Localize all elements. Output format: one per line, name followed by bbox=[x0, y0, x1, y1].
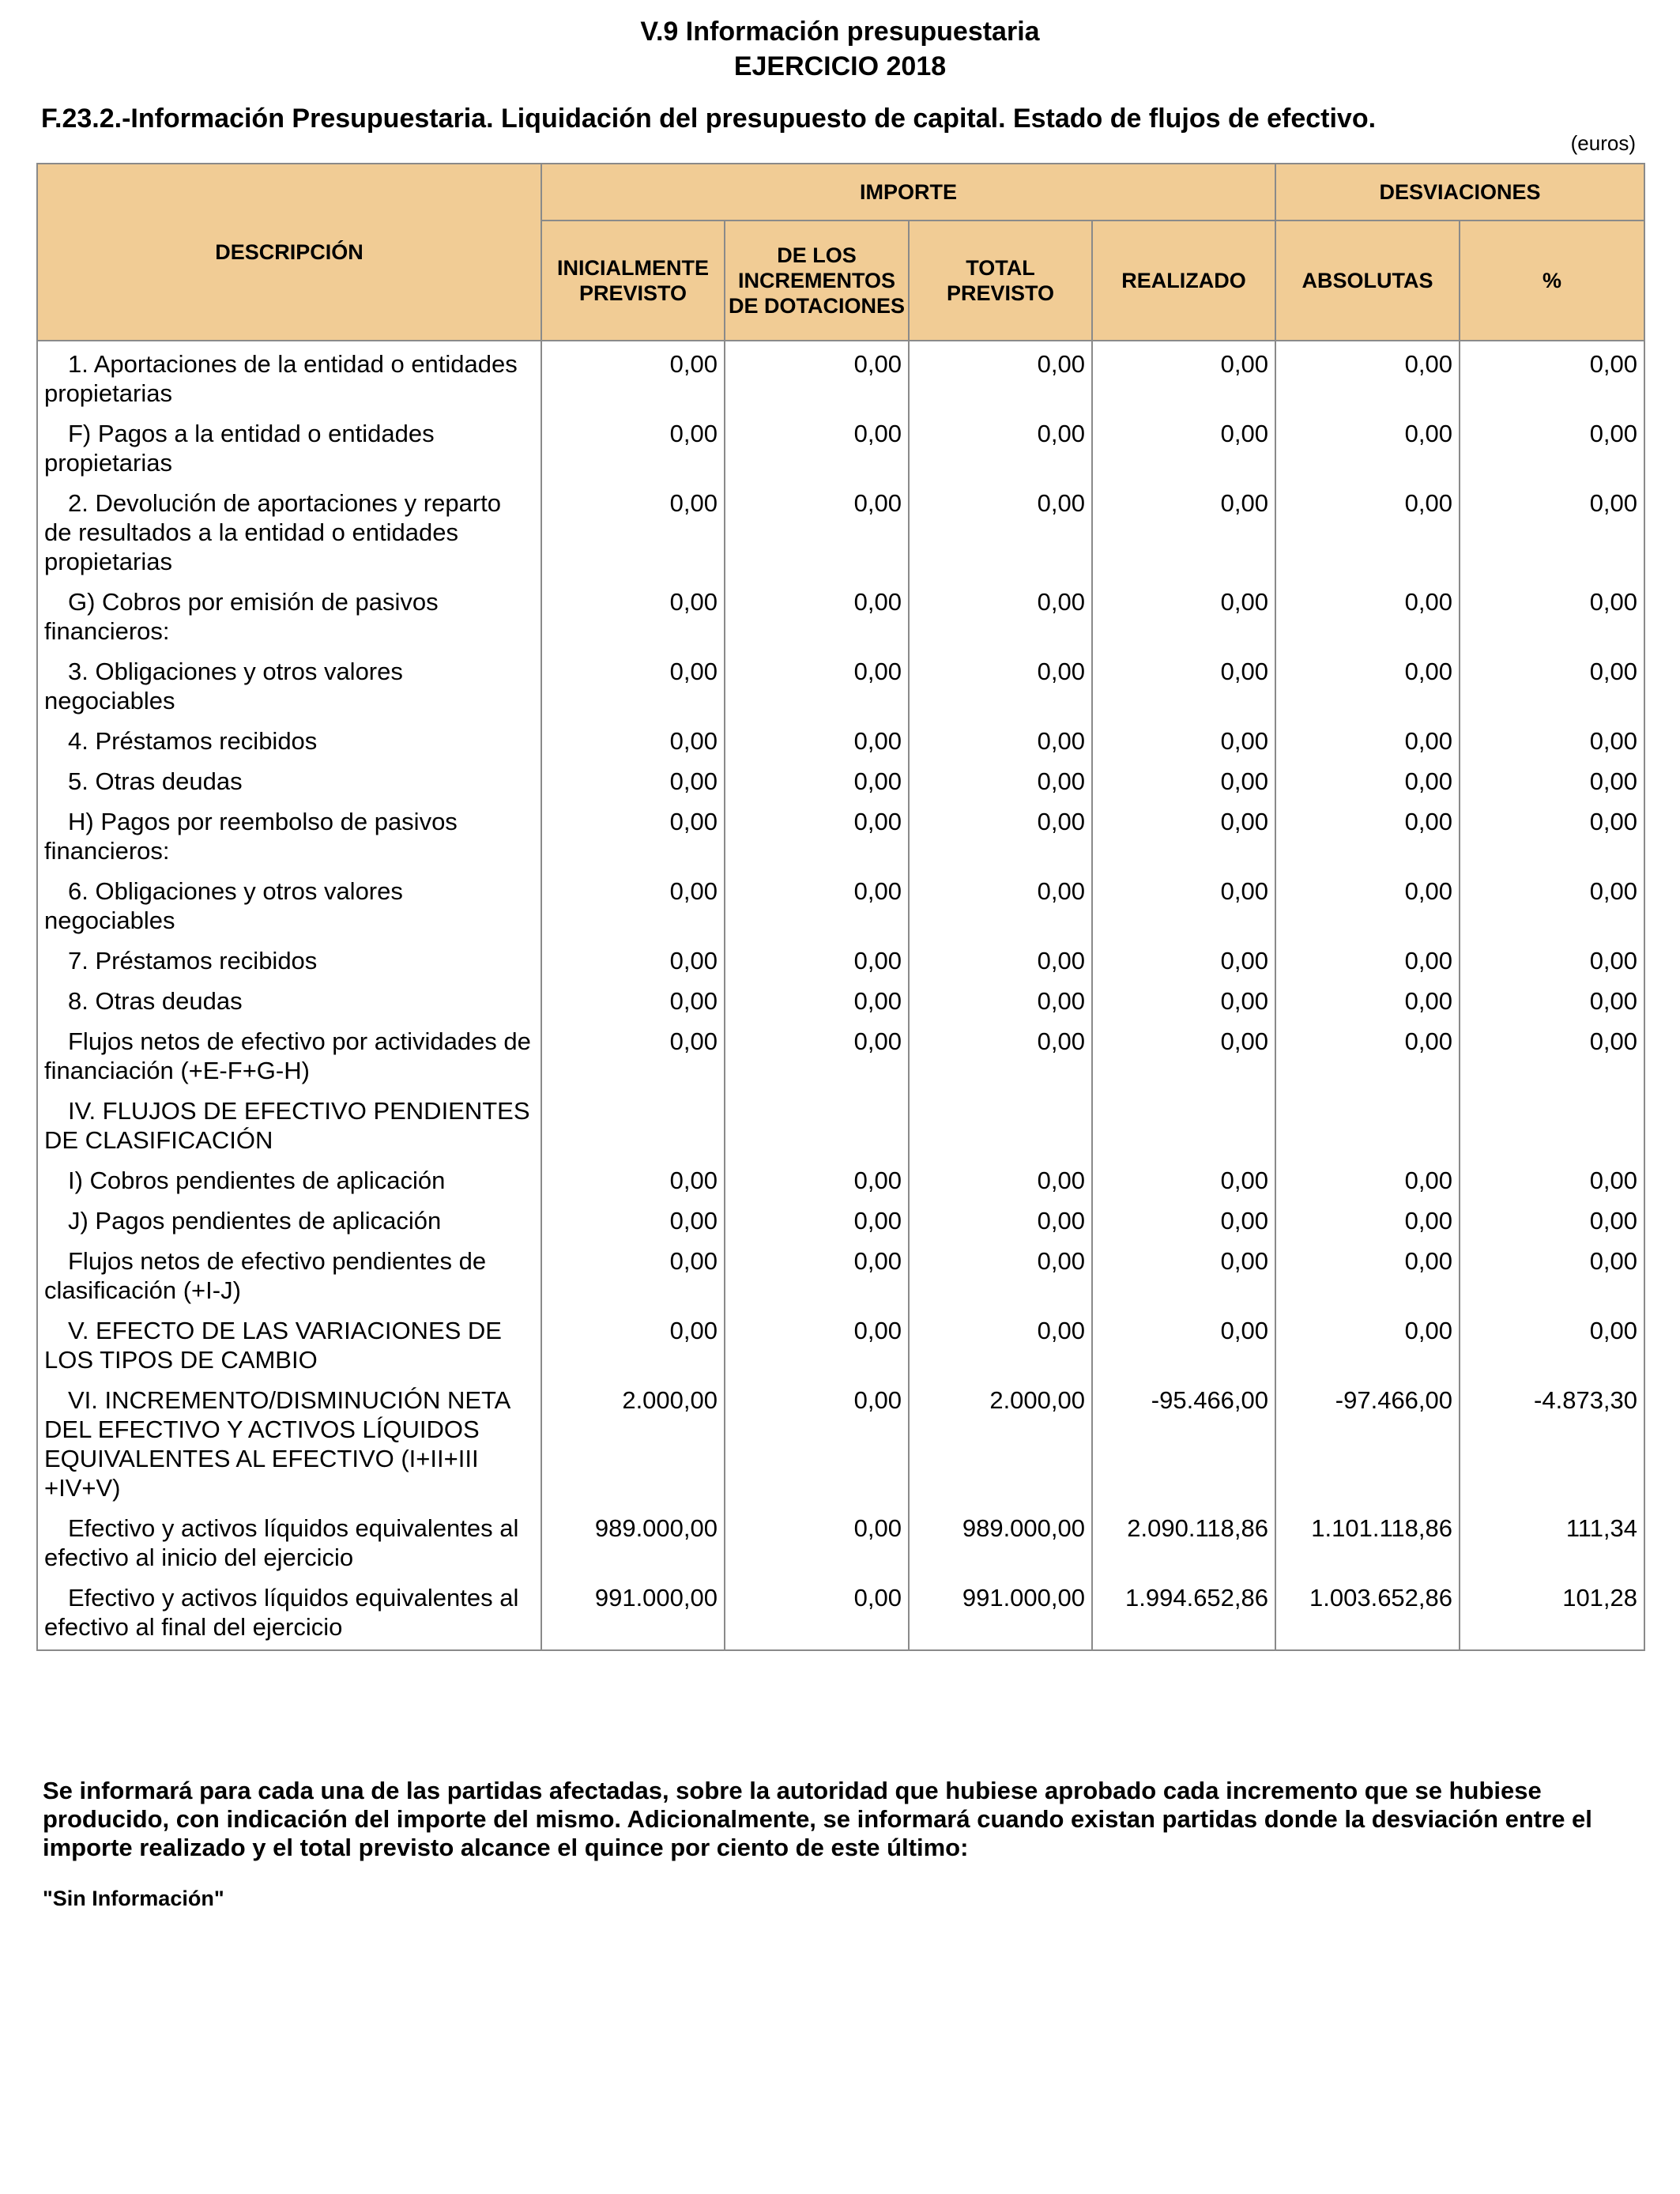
row-value: 111,34 bbox=[1460, 1509, 1644, 1578]
row-value: 0,00 bbox=[541, 1022, 725, 1091]
row-value: 0,00 bbox=[909, 1022, 1092, 1091]
row-value: 0,00 bbox=[1275, 941, 1460, 982]
row-value: 0,00 bbox=[1092, 872, 1275, 941]
row-value: 0,00 bbox=[541, 722, 725, 762]
row-value: 0,00 bbox=[541, 484, 725, 582]
row-value: 989.000,00 bbox=[541, 1509, 725, 1578]
row-description: Efectivo y activos líquidos equivalentes al efectivo al final del ejercicio bbox=[37, 1578, 541, 1650]
row-value: 0,00 bbox=[725, 872, 909, 941]
row-value: 1.101.118,86 bbox=[1275, 1509, 1460, 1578]
row-value: 0,00 bbox=[1460, 484, 1644, 582]
row-value: 0,00 bbox=[725, 941, 909, 982]
row-value: 0,00 bbox=[1092, 341, 1275, 414]
row-description: 4. Préstamos recibidos bbox=[37, 722, 541, 762]
table-row bbox=[37, 1022, 1644, 1091]
row-value: 0,00 bbox=[1460, 341, 1644, 414]
row-value bbox=[1460, 1091, 1644, 1161]
table-row bbox=[37, 872, 1644, 941]
table-row bbox=[37, 652, 1644, 722]
row-value: 0,00 bbox=[1092, 1022, 1275, 1091]
table-row bbox=[37, 802, 1644, 872]
row-value: 0,00 bbox=[909, 941, 1092, 982]
header-importe: IMPORTE bbox=[541, 164, 1275, 221]
row-value: 0,00 bbox=[1275, 414, 1460, 484]
row-value: 0,00 bbox=[909, 802, 1092, 872]
row-value: 0,00 bbox=[725, 484, 909, 582]
row-value: 0,00 bbox=[1275, 582, 1460, 652]
row-value: 0,00 bbox=[909, 1311, 1092, 1381]
row-value: 2.000,00 bbox=[909, 1381, 1092, 1509]
row-value: 0,00 bbox=[909, 982, 1092, 1022]
header-descripcion: DESCRIPCIÓN bbox=[37, 164, 541, 341]
row-value: 0,00 bbox=[725, 652, 909, 722]
row-description: V. EFECTO DE LAS VARIACIONES DE LOS TIPOS DE CAMBIO bbox=[37, 1311, 541, 1381]
row-value: 0,00 bbox=[1460, 722, 1644, 762]
row-value: 0,00 bbox=[1092, 941, 1275, 982]
row-value: 0,00 bbox=[541, 872, 725, 941]
row-value: 0,00 bbox=[725, 1311, 909, 1381]
row-value bbox=[909, 1091, 1092, 1161]
row-value: 0,00 bbox=[1092, 722, 1275, 762]
row-value: 0,00 bbox=[541, 1242, 725, 1311]
row-value: 0,00 bbox=[725, 1022, 909, 1091]
row-value: 0,00 bbox=[1092, 762, 1275, 802]
row-value: 0,00 bbox=[725, 1381, 909, 1509]
row-description: F) Pagos a la entidad o entidades propietarias bbox=[37, 414, 541, 484]
row-value: 0,00 bbox=[909, 762, 1092, 802]
page-title bbox=[0, 14, 1680, 84]
row-value: 0,00 bbox=[541, 802, 725, 872]
row-value: 0,00 bbox=[1275, 722, 1460, 762]
row-value: 0,00 bbox=[725, 414, 909, 484]
row-value: 0,00 bbox=[725, 1578, 909, 1650]
row-value: 0,00 bbox=[541, 982, 725, 1022]
row-value: 0,00 bbox=[1092, 652, 1275, 722]
row-value bbox=[725, 1091, 909, 1161]
row-value: 0,00 bbox=[1275, 802, 1460, 872]
row-value: 0,00 bbox=[1460, 652, 1644, 722]
row-value: 991.000,00 bbox=[541, 1578, 725, 1650]
row-description: IV. FLUJOS DE EFECTIVO PENDIENTES DE CLASIFICACIÓN bbox=[37, 1091, 541, 1161]
row-value: 0,00 bbox=[1460, 1022, 1644, 1091]
row-value: 0,00 bbox=[909, 582, 1092, 652]
row-description: J) Pagos pendientes de aplicación bbox=[37, 1201, 541, 1242]
header-total-previsto: TOTAL PREVISTO bbox=[909, 221, 1092, 341]
row-description: G) Cobros por emisión de pasivos financieros: bbox=[37, 582, 541, 652]
row-value: 0,00 bbox=[1275, 341, 1460, 414]
table-row bbox=[37, 1311, 1644, 1381]
header-porcentaje: % bbox=[1460, 221, 1644, 341]
row-value: 0,00 bbox=[1275, 1022, 1460, 1091]
header-absolutas: ABSOLUTAS bbox=[1275, 221, 1460, 341]
table-row bbox=[37, 341, 1644, 414]
row-value: 0,00 bbox=[541, 1201, 725, 1242]
table-row bbox=[37, 1242, 1644, 1311]
row-value: 989.000,00 bbox=[909, 1509, 1092, 1578]
row-value: 0,00 bbox=[1460, 872, 1644, 941]
row-description: Flujos netos de efectivo por actividades de financiación (+E-F+G-H) bbox=[37, 1022, 541, 1091]
row-description: Flujos netos de efectivo pendientes de clasificación (+I-J) bbox=[37, 1242, 541, 1311]
row-value: -97.466,00 bbox=[1275, 1381, 1460, 1509]
table-row bbox=[37, 982, 1644, 1022]
table-row bbox=[37, 1201, 1644, 1242]
header-realizado: REALIZADO bbox=[1092, 221, 1275, 341]
row-value: 0,00 bbox=[1275, 1311, 1460, 1381]
row-description: Efectivo y activos líquidos equivalentes al efectivo al inicio del ejercicio bbox=[37, 1509, 541, 1578]
units-label: (euros) bbox=[1570, 131, 1636, 155]
row-value: 0,00 bbox=[1092, 1311, 1275, 1381]
row-value: 0,00 bbox=[1092, 1161, 1275, 1201]
table-row bbox=[37, 582, 1644, 652]
row-value: 0,00 bbox=[541, 652, 725, 722]
row-value: 0,00 bbox=[725, 722, 909, 762]
row-value: 0,00 bbox=[1460, 582, 1644, 652]
row-value: 0,00 bbox=[725, 1201, 909, 1242]
table-row bbox=[37, 1091, 1644, 1161]
row-value: 0,00 bbox=[1275, 762, 1460, 802]
row-description: VI. INCREMENTO/DISMINUCIÓN NETA DEL EFECTIVO Y ACTIVOS LÍQUIDOS EQUIVALENTES AL EFECTIVO (I+II+III +IV+V) bbox=[37, 1381, 541, 1509]
row-value: 0,00 bbox=[909, 414, 1092, 484]
row-value: 0,00 bbox=[725, 582, 909, 652]
row-value: 2.000,00 bbox=[541, 1381, 725, 1509]
row-value: 0,00 bbox=[1275, 652, 1460, 722]
row-value: 0,00 bbox=[1460, 1311, 1644, 1381]
row-value: 0,00 bbox=[909, 872, 1092, 941]
row-value: 0,00 bbox=[1092, 484, 1275, 582]
table-body bbox=[37, 341, 1644, 1650]
row-value: -4.873,30 bbox=[1460, 1381, 1644, 1509]
row-value: 0,00 bbox=[1275, 1242, 1460, 1311]
table-row bbox=[37, 722, 1644, 762]
row-value: 0,00 bbox=[1275, 982, 1460, 1022]
row-value: 0,00 bbox=[541, 762, 725, 802]
row-description: 6. Obligaciones y otros valores negociables bbox=[37, 872, 541, 941]
row-value: 0,00 bbox=[541, 582, 725, 652]
row-value: -95.466,00 bbox=[1092, 1381, 1275, 1509]
row-description: 8. Otras deudas bbox=[37, 982, 541, 1022]
row-value: 0,00 bbox=[1460, 414, 1644, 484]
row-value: 0,00 bbox=[1460, 762, 1644, 802]
row-value: 0,00 bbox=[909, 341, 1092, 414]
row-value: 0,00 bbox=[909, 1201, 1092, 1242]
row-description: 2. Devolución de aportaciones y reparto de resultados a la entidad o entidades propietarias bbox=[37, 484, 541, 582]
header-inicialmente-previsto: INICIALMENTE PREVISTO bbox=[541, 221, 725, 341]
row-value: 0,00 bbox=[1460, 1242, 1644, 1311]
row-value: 0,00 bbox=[725, 762, 909, 802]
row-value: 0,00 bbox=[1275, 1161, 1460, 1201]
table-row bbox=[37, 1381, 1644, 1509]
row-value: 2.090.118,86 bbox=[1092, 1509, 1275, 1578]
section-title: F.23.2.-Información Presupuestaria. Liquidación del presupuesto de capital. Estado de flujos de efectivo. bbox=[41, 104, 1377, 134]
row-value: 0,00 bbox=[1275, 872, 1460, 941]
no-info-text: "Sin Información" bbox=[43, 1887, 224, 1910]
row-value: 0,00 bbox=[1092, 414, 1275, 484]
row-description: 3. Obligaciones y otros valores negociables bbox=[37, 652, 541, 722]
row-value: 0,00 bbox=[1275, 484, 1460, 582]
row-value bbox=[1092, 1091, 1275, 1161]
row-value: 1.003.652,86 bbox=[1275, 1578, 1460, 1650]
row-value: 0,00 bbox=[725, 341, 909, 414]
row-description: 7. Préstamos recibidos bbox=[37, 941, 541, 982]
table-row bbox=[37, 484, 1644, 582]
row-value: 0,00 bbox=[1092, 1242, 1275, 1311]
row-description: H) Pagos por reembolso de pasivos financieros: bbox=[37, 802, 541, 872]
row-value: 0,00 bbox=[1460, 1201, 1644, 1242]
row-value: 0,00 bbox=[1092, 1201, 1275, 1242]
row-value: 0,00 bbox=[541, 1311, 725, 1381]
table-row bbox=[37, 414, 1644, 484]
row-value: 991.000,00 bbox=[909, 1578, 1092, 1650]
row-value: 0,00 bbox=[541, 1161, 725, 1201]
table-row bbox=[37, 1578, 1644, 1650]
row-value: 0,00 bbox=[1092, 982, 1275, 1022]
row-value: 0,00 bbox=[1460, 1161, 1644, 1201]
row-value bbox=[541, 1091, 725, 1161]
row-value: 0,00 bbox=[1092, 582, 1275, 652]
row-value: 0,00 bbox=[1460, 802, 1644, 872]
row-value: 0,00 bbox=[909, 722, 1092, 762]
table-row bbox=[37, 1161, 1644, 1201]
row-value: 0,00 bbox=[909, 1242, 1092, 1311]
row-value: 0,00 bbox=[725, 982, 909, 1022]
row-value: 0,00 bbox=[725, 1242, 909, 1311]
row-value: 0,00 bbox=[541, 414, 725, 484]
row-value: 0,00 bbox=[725, 1161, 909, 1201]
row-value: 0,00 bbox=[725, 1509, 909, 1578]
row-value: 0,00 bbox=[1275, 1201, 1460, 1242]
row-description: 1. Aportaciones de la entidad o entidades propietarias bbox=[37, 341, 541, 414]
row-value: 0,00 bbox=[909, 1161, 1092, 1201]
row-value: 0,00 bbox=[1460, 941, 1644, 982]
row-value: 0,00 bbox=[541, 941, 725, 982]
row-value: 0,00 bbox=[909, 484, 1092, 582]
table-row bbox=[37, 941, 1644, 982]
budget-table bbox=[36, 163, 1645, 1651]
row-description: 5. Otras deudas bbox=[37, 762, 541, 802]
row-value: 0,00 bbox=[1092, 802, 1275, 872]
row-value bbox=[1275, 1091, 1460, 1161]
header-desviaciones: DESVIACIONES bbox=[1275, 164, 1644, 221]
row-value: 0,00 bbox=[725, 802, 909, 872]
table-row bbox=[37, 762, 1644, 802]
row-value: 0,00 bbox=[909, 652, 1092, 722]
header-incrementos: DE LOS INCREMENTOS DE DOTACIONES bbox=[725, 221, 909, 341]
page-title-line2: EJERCICIO 2018 bbox=[733, 51, 947, 81]
row-description: I) Cobros pendientes de aplicación bbox=[37, 1161, 541, 1201]
footer-note: Se informará para cada una de las partidas afectadas, sobre la autoridad que hubiese aprobado cada incremento que se hubiese producido, con indicación del importe del mismo. Adicionalmente, se informará cuando existan partidas donde la desviación entre el importe realizado y el total previsto alcance el quince por ciento de este último: bbox=[43, 1777, 1592, 1861]
row-value: 1.994.652,86 bbox=[1092, 1578, 1275, 1650]
page-title-line1: V.9 Información presupuestaria bbox=[640, 17, 1040, 47]
table-row bbox=[37, 1509, 1644, 1578]
row-value: 101,28 bbox=[1460, 1578, 1644, 1650]
row-value: 0,00 bbox=[541, 341, 725, 414]
row-value: 0,00 bbox=[1460, 982, 1644, 1022]
